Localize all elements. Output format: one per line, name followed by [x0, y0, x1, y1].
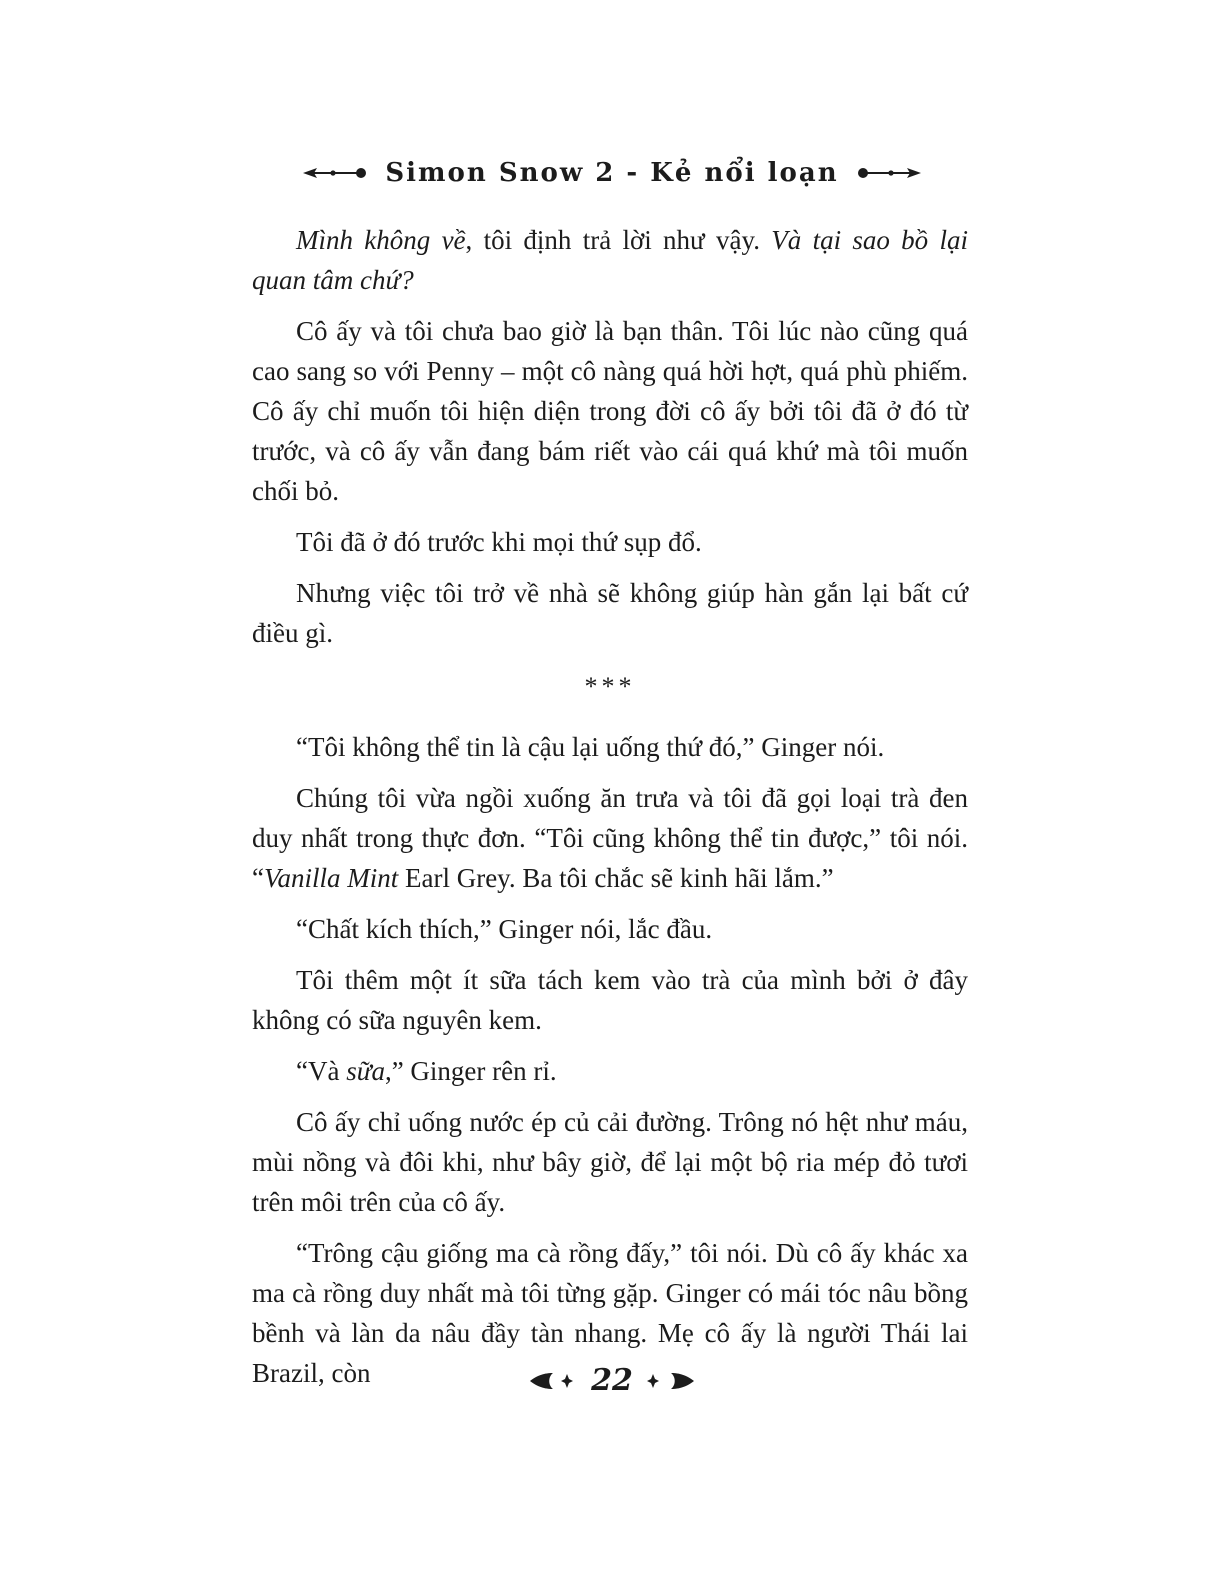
paragraph-text-italic: Vanilla Mint	[263, 863, 399, 893]
paragraph-text: Chúng tôi vừa ngồi xuống ăn trưa và tôi đã gọi loại trà đen duy nhất trong thực đơn. “Tôi cũng không thể tin được,” tôi nói. “	[252, 783, 968, 893]
paragraph	[252, 909, 968, 949]
running-head-title: Simon Snow 2 - Kẻ nổi loạn	[385, 158, 839, 188]
header-arrow-flourish-left-icon	[303, 166, 369, 180]
paragraph	[252, 573, 968, 653]
section-separator	[252, 667, 968, 707]
page-body	[252, 220, 968, 1404]
paragraph-text: Nhưng việc tôi trở về nhà sẽ không giúp hàn gắn lại bất cứ điều gì.	[252, 578, 968, 648]
paragraph-text-italic: sữa	[346, 1056, 385, 1086]
paragraph-text: Cô ấy chỉ uống nước ép củ cải đường. Trông nó hệt như máu, mùi nồng và đôi khi, như bây giờ, để lại một bộ ria mép đỏ tươi trên môi trên của cô ấy.	[252, 1107, 968, 1217]
paragraph	[252, 778, 968, 898]
paragraph-text: “Trông cậu giống ma cà rồng đấy,” tôi nói. Dù cô ấy khác xa ma cà rồng duy nhất mà tôi từng gặp. Ginger có mái tóc nâu bồng bềnh và làn da nâu đầy tàn nhang. Mẹ cô ấy là người Thái lai Brazil, còn	[252, 1238, 968, 1388]
paragraph-text: ***	[584, 672, 636, 701]
page-number: 22	[591, 1363, 633, 1398]
footer-fleur-left-icon	[529, 1370, 581, 1392]
paragraph-text-italic: Và tại sao bồ lại quan tâm chứ?	[252, 225, 968, 295]
paragraph-text: Earl Grey. Ba tôi chắc sẽ kinh hãi lắm.”	[398, 863, 834, 893]
paragraph	[252, 960, 968, 1040]
paragraph-text: , tôi định trả lời như vậy.	[465, 225, 772, 255]
paragraph	[252, 727, 968, 767]
running-head	[0, 158, 1224, 188]
paragraph-text: “Và	[296, 1056, 347, 1086]
paragraph-text: ,” Ginger rên rỉ.	[384, 1056, 557, 1086]
header-arrow-flourish-right-icon	[855, 166, 921, 180]
paragraph-text-italic: Mình không về	[296, 225, 466, 255]
paragraph	[252, 522, 968, 562]
paragraph	[252, 1051, 968, 1091]
paragraph	[252, 220, 968, 300]
paragraph	[252, 311, 968, 511]
paragraph-text: “Chất kích thích,” Ginger nói, lắc đầu.	[296, 914, 713, 944]
footer-fleur-right-icon	[643, 1370, 695, 1392]
page-footer	[0, 1363, 1224, 1398]
paragraph	[252, 1102, 968, 1222]
paragraph-text: Cô ấy và tôi chưa bao giờ là bạn thân. Tôi lúc nào cũng quá cao sang so với Penny – một cô nàng quá hời hợt, quá phù phiếm. Cô ấy chỉ muốn tôi hiện diện trong đời cô ấy bởi tôi đã ở đó từ trước, và cô ấy vẫn đang bám riết vào cái quá khứ mà tôi muốn chối bỏ.	[252, 316, 968, 506]
paragraph-text: Tôi đã ở đó trước khi mọi thứ sụp đổ.	[296, 527, 702, 557]
paragraph-text: Tôi thêm một ít sữa tách kem vào trà của mình bởi ở đây không có sữa nguyên kem.	[252, 965, 968, 1035]
paragraph-text: “Tôi không thể tin là cậu lại uống thứ đó,” Ginger nói.	[296, 732, 885, 762]
